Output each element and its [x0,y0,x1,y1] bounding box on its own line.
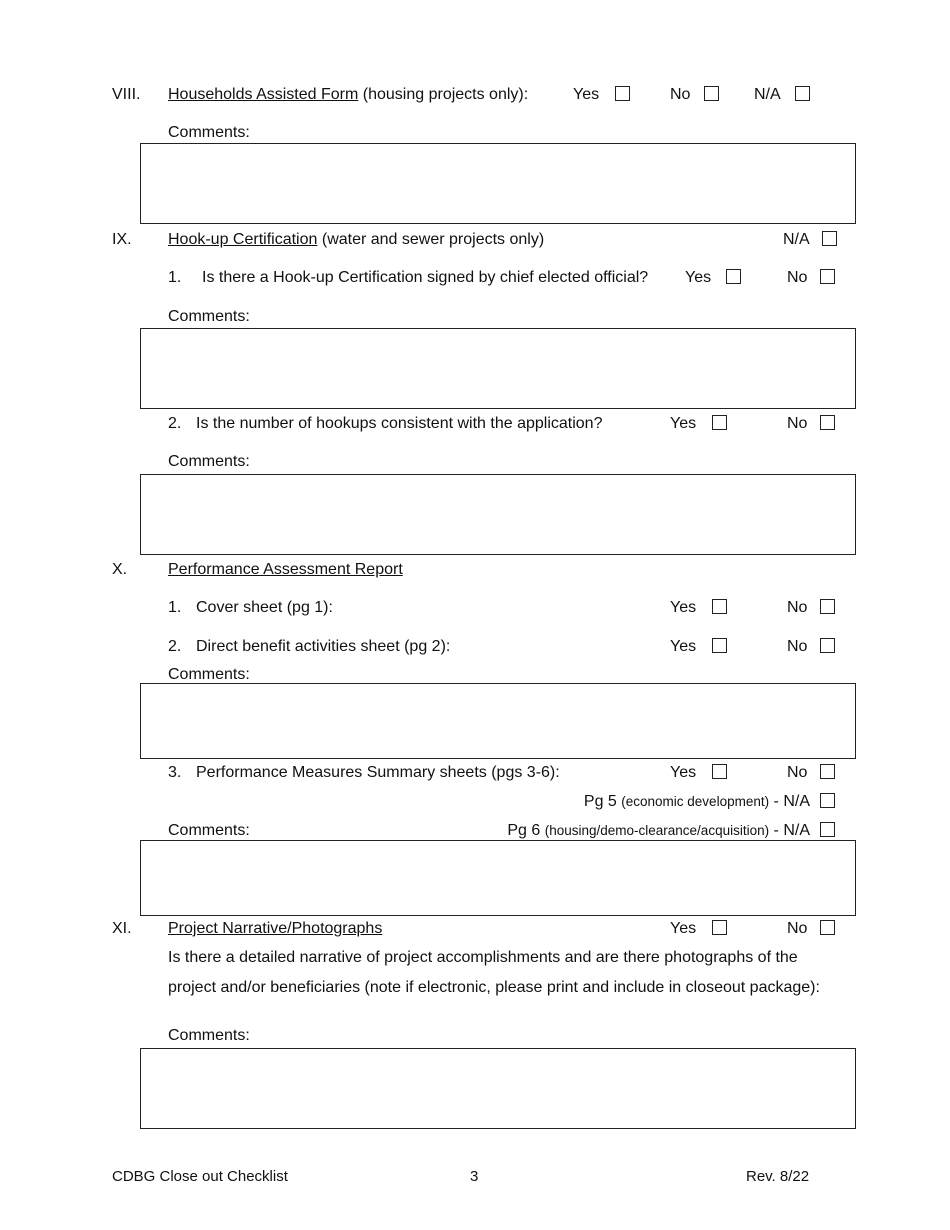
xi-yes-label: Yes [670,920,697,937]
viii-comments-label: Comments: [168,124,250,141]
section-ix-suffix: (water and sewer projects only) [321,231,545,248]
viii-na-checkbox[interactable] [795,86,810,101]
x-q1-no-checkbox[interactable] [820,599,835,614]
ix-q2-comments-box[interactable] [140,474,856,555]
ix-q2-yes-label: Yes [670,415,697,432]
ix-q2-no-label: No [787,415,808,432]
x-q3-pg5-na: - N/A [773,793,810,810]
x-q2-no-checkbox[interactable] [820,638,835,653]
x-q1-yes-label: Yes [670,599,697,616]
ix-q1-no-label: No [787,269,808,286]
x-q3-yes-label: Yes [670,764,697,781]
viii-comments-box[interactable] [140,143,856,224]
ix-q1-comments-field[interactable] [141,329,855,408]
x-q3-pg6-label: Pg 6 [507,822,541,839]
xi-comments-field[interactable] [141,1049,855,1128]
viii-no-label: No [670,86,691,103]
x-q3-comments-box[interactable] [140,840,856,916]
viii-no-checkbox[interactable] [704,86,719,101]
x-q3-text: Performance Measures Summary sheets (pgs 3-6): [196,764,560,781]
section-ix-title: Hook-up Certification [168,231,318,248]
ix-q2-yes-checkbox[interactable] [712,415,727,430]
x-q1-yes-checkbox[interactable] [712,599,727,614]
ix-q2-number: 2. [168,415,182,432]
ix-q1-yes-label: Yes [685,269,712,286]
x-q2-number: 2. [168,638,182,655]
ix-q1-text: Is there a Hook-up Certification signed by chief elected official? [202,269,649,286]
x-q2-no-label: No [787,638,808,655]
section-viii-number: VIII. [112,86,141,103]
xi-yes-checkbox[interactable] [712,920,727,935]
x-q3-yes-checkbox[interactable] [712,764,727,779]
x-q2-yes-label: Yes [670,638,697,655]
ix-q1-comments-box[interactable] [140,328,856,409]
ix-q2-no-checkbox[interactable] [820,415,835,430]
x-q2-comments-box[interactable] [140,683,856,759]
x-q3-pg5-na-checkbox[interactable] [820,793,835,808]
x-q3-pg6-detail: (housing/demo-clearance/acquisition) [544,823,770,838]
x-q2-comments-field[interactable] [141,684,855,758]
viii-yes-label: Yes [573,86,600,103]
section-xi-title: Project Narrative/Photographs [168,920,383,937]
xi-comments-box[interactable] [140,1048,856,1129]
ix-q2-comments-label: Comments: [168,453,250,470]
ix-na-checkbox[interactable] [822,231,837,246]
viii-comments-field[interactable] [141,144,855,223]
section-xi-number: XI. [112,920,132,937]
ix-q2-comments-field[interactable] [141,475,855,554]
ix-q1-comments-label: Comments: [168,308,250,325]
x-q3-comments-field[interactable] [141,841,855,915]
x-q3-pg6-row [507,823,810,839]
section-ix-number: IX. [112,231,132,248]
section-viii-suffix: (housing projects only): [362,86,529,103]
x-q1-text: Cover sheet (pg 1): [196,599,333,616]
xi-no-checkbox[interactable] [820,920,835,935]
xi-question-line-2: project and/or beneficiaries (note if electronic, please print and include in closeout package): [168,979,820,996]
ix-q2-text: Is the number of hookups consistent with the application? [196,415,603,432]
x-q2-yes-checkbox[interactable] [712,638,727,653]
section-ix-heading [168,232,544,248]
x-q3-pg5-label: Pg 5 [583,793,617,810]
xi-comments-label: Comments: [168,1027,250,1044]
ix-q1-number: 1. [168,269,182,286]
x-q3-comments-label: Comments: [168,822,250,839]
footer-page-number: 3 [470,1168,479,1185]
ix-q1-no-checkbox[interactable] [820,269,835,284]
footer-title: CDBG Close out Checklist [112,1168,288,1185]
viii-na-label: N/A [754,86,781,103]
section-x-number: X. [112,561,128,578]
section-viii-title: Households Assisted Form [168,86,359,103]
x-q3-no-label: No [787,764,808,781]
x-q1-no-label: No [787,599,808,616]
x-q2-comments-label: Comments: [168,666,250,683]
x-q3-pg6-na-checkbox[interactable] [820,822,835,837]
footer-revision: Rev. 8/22 [746,1168,810,1185]
x-q3-pg6-na: - N/A [773,822,810,839]
x-q3-number: 3. [168,764,182,781]
ix-na-label: N/A [783,231,810,248]
x-q2-text: Direct benefit activities sheet (pg 2): [196,638,451,655]
section-x-title: Performance Assessment Report [168,561,403,578]
section-viii-heading [168,87,528,103]
xi-question-line-1: Is there a detailed narrative of project accomplishments and are there photographs of the [168,949,798,966]
xi-no-label: No [787,920,808,937]
x-q1-number: 1. [168,599,182,616]
x-q3-pg5-row [584,794,810,810]
x-q3-pg5-detail: (economic development) [621,794,770,809]
x-q3-no-checkbox[interactable] [820,764,835,779]
viii-yes-checkbox[interactable] [615,86,630,101]
ix-q1-yes-checkbox[interactable] [726,269,741,284]
